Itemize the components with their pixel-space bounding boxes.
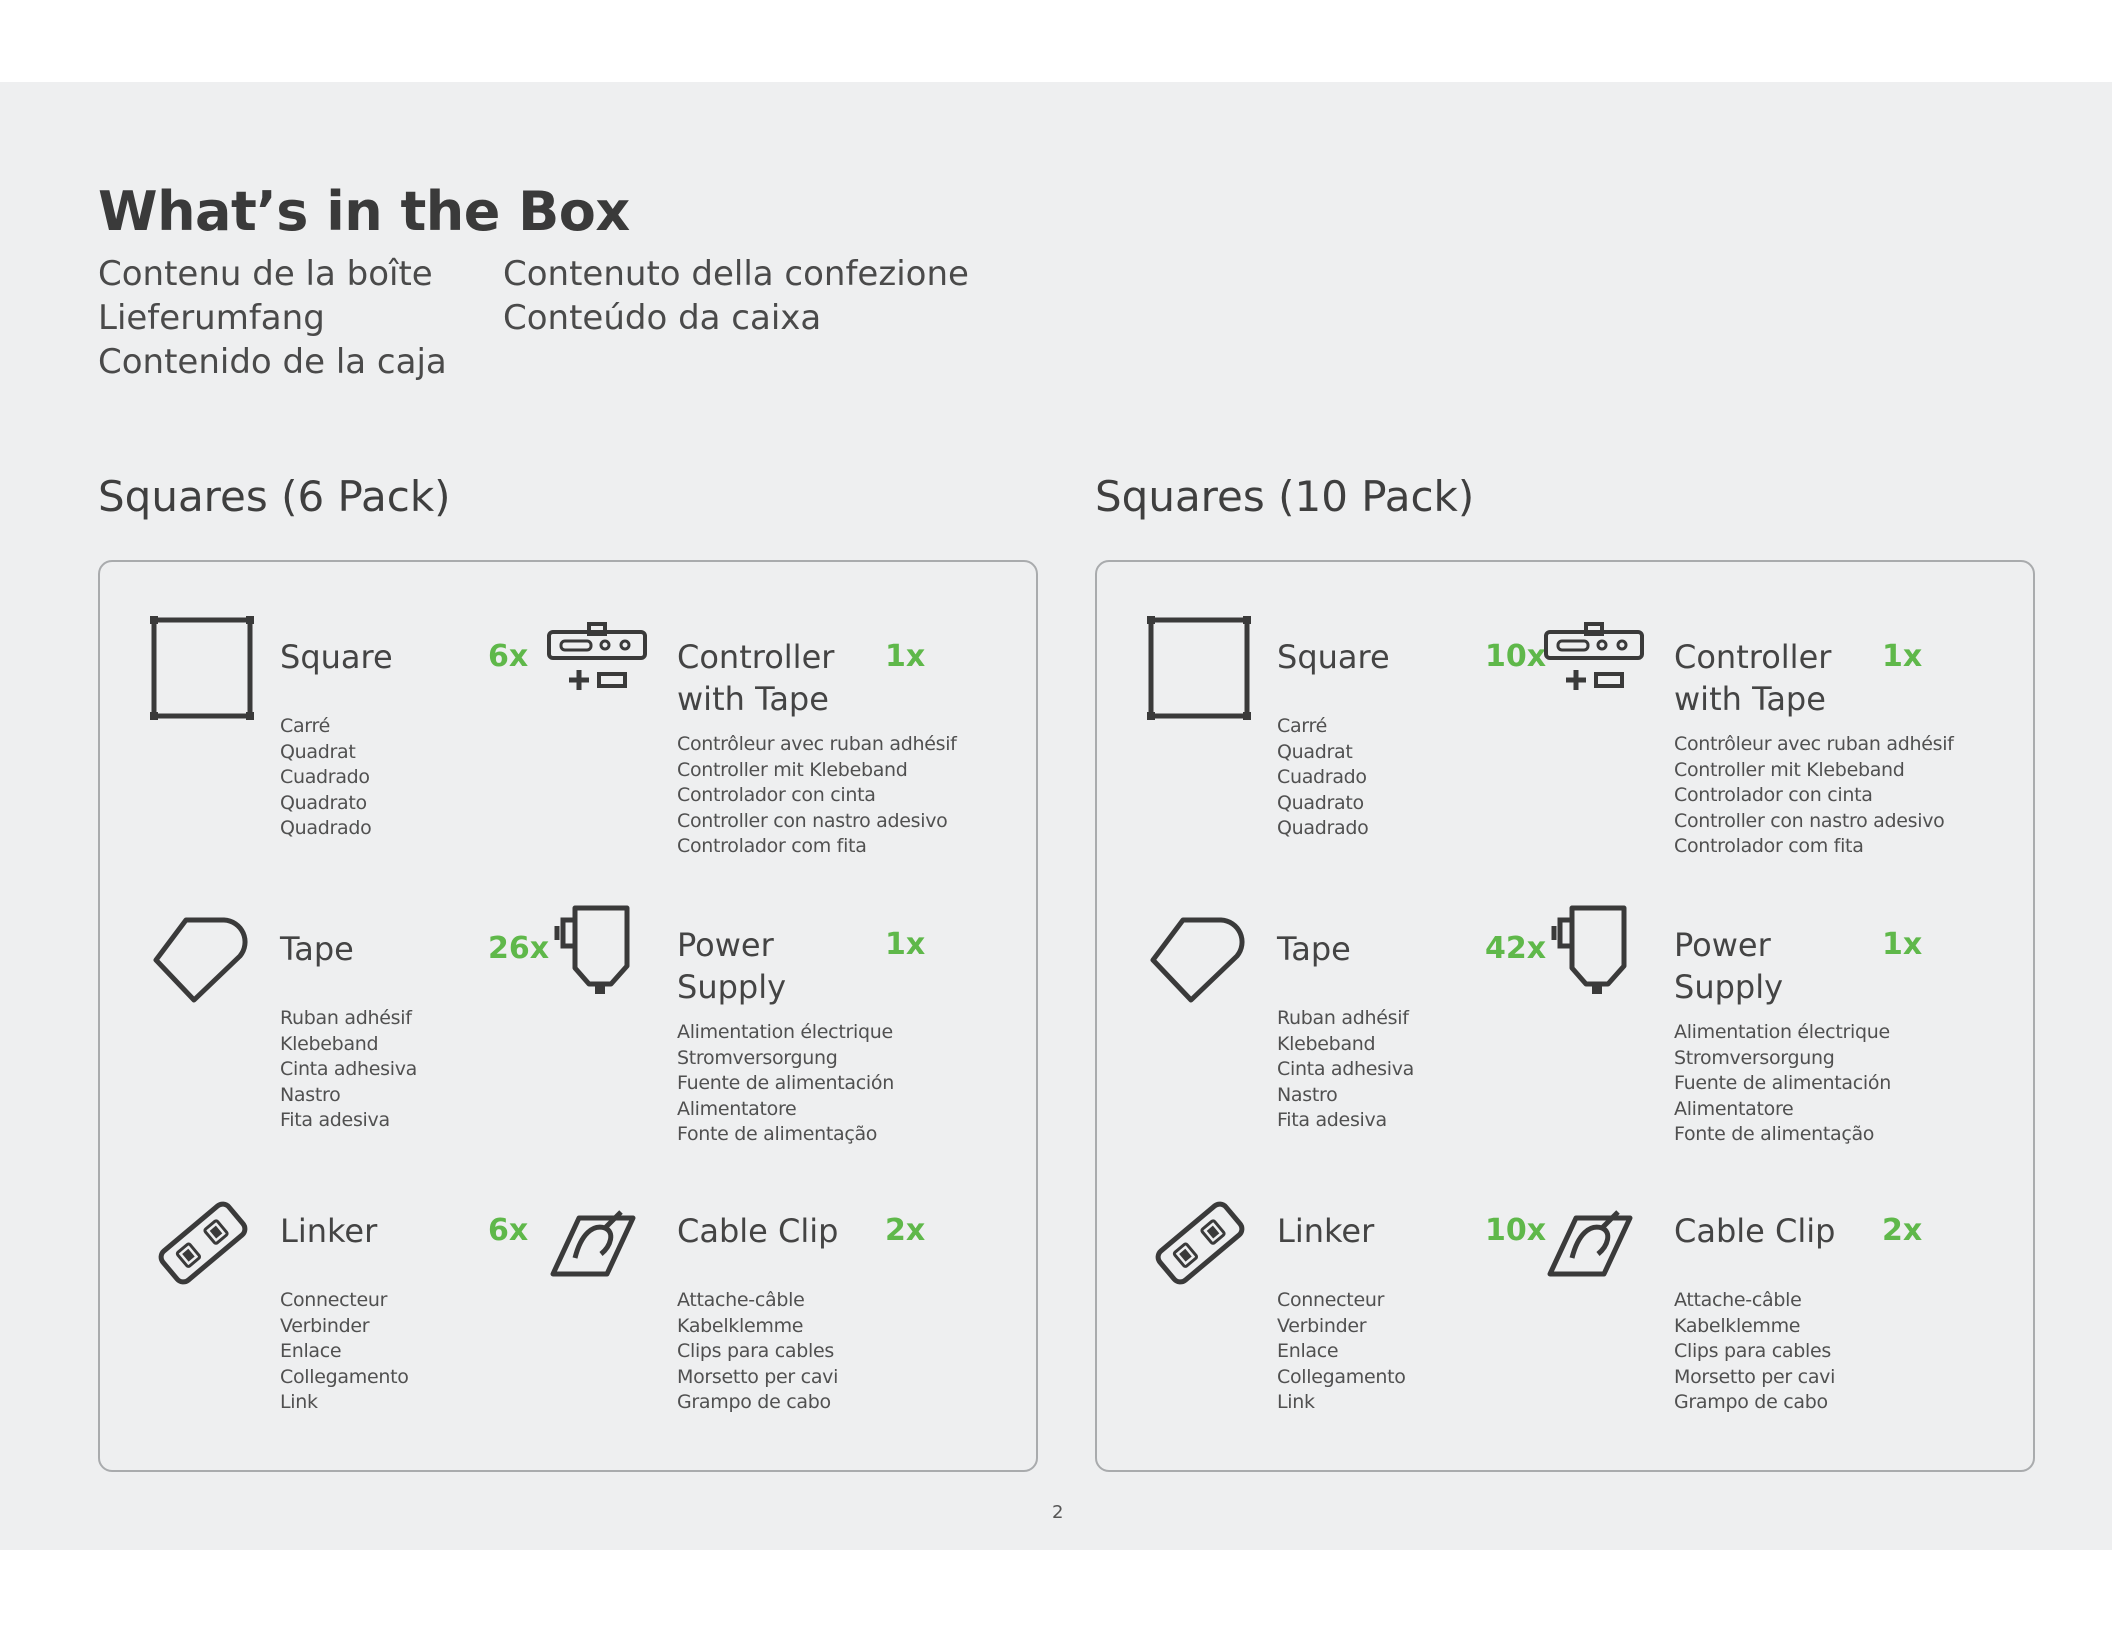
item-translations: Carré Quadrat Cuadrado Quadrato Quadrado	[280, 715, 372, 839]
page-number: 2	[1052, 1502, 1064, 1523]
item-quantity: 26x	[488, 931, 550, 966]
item-quantity: 2x	[1882, 1213, 1923, 1248]
item-quantity: 2x	[885, 1213, 926, 1248]
item-translations: Contrôleur avec ruban adhésif Controller mit Klebeband Controlador con cinta Controller con nastro adesivo Controlador com fita	[677, 733, 957, 857]
title-translations	[98, 252, 1003, 384]
item-quantity: 1x	[1882, 927, 1923, 962]
power-supply-icon	[1542, 902, 1652, 1012]
linker-icon	[148, 1188, 258, 1298]
item-tape	[148, 906, 608, 1166]
item-name: Cable Clip	[1674, 1212, 1836, 1250]
controller-icon	[1542, 614, 1652, 724]
pack-title-10: Squares (10 Pack)	[1095, 472, 1475, 521]
item-translations: Attache-câble Kabelklemme Clips para cables Morsetto per cavi Grampo de cabo	[1674, 1289, 1836, 1413]
pack-panel-6	[98, 560, 1038, 1472]
page-title: What’s in the Box	[98, 180, 630, 243]
item-quantity: 10x	[1485, 639, 1547, 674]
item-square	[1145, 614, 1605, 874]
item-name: Linker	[1277, 1212, 1375, 1250]
item-cable-clip	[545, 1188, 1005, 1448]
pack-panel-10	[1095, 560, 2035, 1472]
item-linker	[1145, 1188, 1605, 1448]
square-panel-icon	[148, 614, 258, 724]
subtitle-it: Contenuto della confezione	[503, 254, 969, 294]
item-linker	[148, 1188, 608, 1448]
cable-clip-icon	[545, 1188, 655, 1298]
tape-icon	[148, 906, 258, 1016]
item-quantity: 1x	[885, 927, 926, 962]
item-quantity: 1x	[1882, 639, 1923, 674]
tape-icon	[1145, 906, 1255, 1016]
item-translations: Connecteur Verbinder Enlace Collegamento Link	[280, 1289, 409, 1413]
item-name: Square	[1277, 638, 1390, 676]
item-translations: Ruban adhésif Klebeband Cinta adhesiva Nastro Fita adesiva	[1277, 1007, 1415, 1131]
item-translations: Contrôleur avec ruban adhésif Controller mit Klebeband Controlador con cinta Controller con nastro adesivo Controlador com fita	[1674, 733, 1954, 857]
item-quantity: 1x	[885, 639, 926, 674]
item-translations: Ruban adhésif Klebeband Cinta adhesiva Nastro Fita adesiva	[280, 1007, 418, 1131]
item-quantity: 10x	[1485, 1213, 1547, 1248]
subtitle-pt: Conteúdo da caixa	[503, 298, 822, 338]
item-square	[148, 614, 608, 874]
square-panel-icon	[1145, 614, 1255, 724]
item-quantity: 42x	[1485, 931, 1547, 966]
item-translations: Carré Quadrat Cuadrado Quadrato Quadrado	[1277, 715, 1369, 839]
controller-icon	[545, 614, 655, 724]
item-translations: Connecteur Verbinder Enlace Collegamento Link	[1277, 1289, 1406, 1413]
item-power-supply	[1542, 902, 2002, 1162]
item-quantity: 6x	[488, 1213, 529, 1248]
power-supply-icon	[545, 902, 655, 1012]
item-translations: Attache-câble Kabelklemme Clips para cables Morsetto per cavi Grampo de cabo	[677, 1289, 839, 1413]
item-translations: Alimentation électrique Stromversorgung Fuente de alimentación Alimentatore Fonte de alimentação	[677, 1021, 894, 1145]
item-name: Power Supply	[1674, 926, 1784, 1006]
item-cable-clip	[1542, 1188, 2002, 1448]
item-quantity: 6x	[488, 639, 529, 674]
linker-icon	[1145, 1188, 1255, 1298]
item-name: Tape	[1277, 930, 1351, 968]
cable-clip-icon	[1542, 1188, 1652, 1298]
subtitle-fr: Contenu de la boîte	[98, 254, 433, 294]
item-controller	[1542, 614, 2002, 874]
subtitle-es: Contenido de la caja	[98, 342, 447, 382]
subtitle-de: Lieferumfang	[98, 298, 325, 338]
item-name: Power Supply	[677, 926, 787, 1006]
item-name: Linker	[280, 1212, 378, 1250]
item-tape	[1145, 906, 1605, 1166]
item-name: Cable Clip	[677, 1212, 839, 1250]
item-translations: Alimentation électrique Stromversorgung Fuente de alimentación Alimentatore Fonte de alimentação	[1674, 1021, 1891, 1145]
item-name: Tape	[280, 930, 354, 968]
item-name: Square	[280, 638, 393, 676]
pack-title-6: Squares (6 Pack)	[98, 472, 451, 521]
item-power-supply	[545, 902, 1005, 1162]
item-name: Controller with Tape	[1674, 638, 1832, 718]
item-name: Controller with Tape	[677, 638, 835, 718]
item-controller	[545, 614, 1005, 874]
